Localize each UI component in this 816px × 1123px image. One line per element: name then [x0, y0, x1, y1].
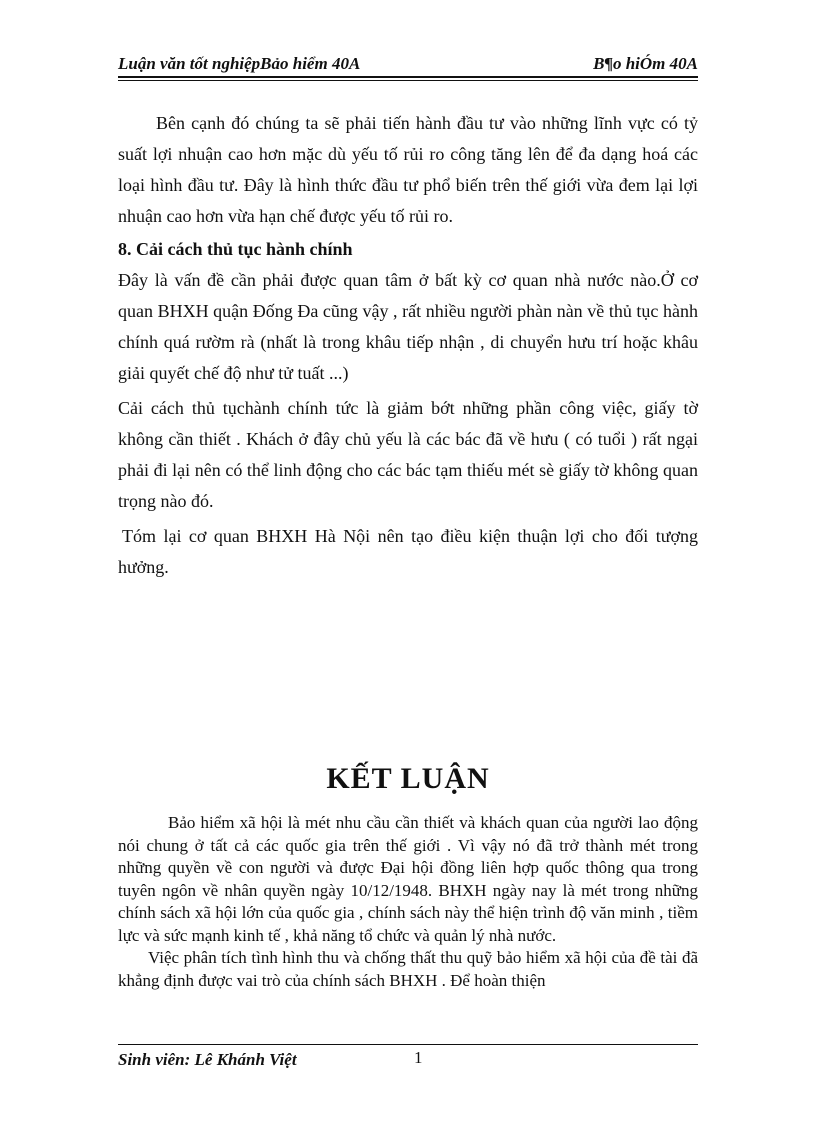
- paragraph-investment: Bên cạnh đó chúng ta sẽ phải tiến hành đầu tư vào những lĩnh vực có tỷ suất lợi nhuận cao hơn mặc dù yếu tố rủi ro công tăng lên để đa dạng hoá các loại hình đầu tư. Đây là hình thức đầu tư phổ biến trên thế giới vừa đem lại lợi nhuận cao hơn vừa hạn chế được yếu tố rủi ro.: [118, 113, 698, 226]
- footer-divider: [118, 1044, 698, 1045]
- page-footer: [118, 1044, 698, 1074]
- page-number: 1: [414, 1048, 423, 1067]
- conclusion-paragraph-1: Bảo hiểm xã hội là mét nhu cầu cần thiết và khách quan của người lao động nói chung ở tất cả các quốc gia trên thế giới . Vì vậy nó đã trở thành mét trong những quyền về con người và được Đại hội đồng liên hợp quốc thông qua trong tuyên ngôn về nhân quyền ngày 10/12/1948. BHXH ngày nay là mét trong những chính sách xã hội lớn của quốc gia , chính sách này thể hiện trình độ văn minh , tiềm lực và sức mạnh kinh tế , khả năng tổ chức và quản lý nhà nước.: [118, 813, 698, 945]
- conclusion-section: [118, 812, 698, 992]
- header-divider: [118, 76, 698, 78]
- paragraph-admin-reform: Đây là vấn đề cần phải được quan tâm ở bất kỳ cơ quan nhà nước nào.Ở cơ quan BHXH quận Đống Đa cũng vậy , rất nhiều người phàn nàn về thủ tục hành chính quá rườm rà (nhất là trong khâu tiếp nhận , di chuyển hưu trí hoặc khâu giải quyết chế độ như tử tuất ...): [118, 270, 698, 383]
- conclusion-title: KẾT LUẬN: [326, 762, 490, 795]
- header-divider-thin: [118, 80, 698, 81]
- page-header: [118, 52, 698, 78]
- header-thesis-title: Luận văn tốt nghiệpBảo hiểm 40A: [118, 54, 361, 73]
- paragraph-reform-detail: Cải cách thủ tụchành chính tức là giảm bớt những phần công việc, giấy tờ không cần thiết . Khách ở đây chủ yếu là các bác đã về hưu ( có tuổi ) rất ngại phải đi lại nên có thể linh động cho các bác tạm thiếu mét sè giấy tờ không quan trọng nào đó.: [118, 398, 698, 511]
- main-content: [118, 108, 698, 583]
- footer-student-name: Sinh viên: Lê Khánh Việt: [118, 1050, 297, 1069]
- header-class-label: B¶o hiÓm 40A: [593, 54, 698, 73]
- conclusion-paragraph-2: Việc phân tích tình hình thu và chống thất thu quỹ bảo hiểm xã hội của đề tài đã khẳng định được vai trò của chính sách BHXH . Để hoàn thiện: [118, 948, 698, 990]
- section-heading: 8. Cải cách thủ tục hành chính: [118, 239, 353, 259]
- paragraph-summary: Tóm lại cơ quan BHXH Hà Nội nên tạo điều kiện thuận lợi cho đối tượng hưởng.: [118, 526, 698, 577]
